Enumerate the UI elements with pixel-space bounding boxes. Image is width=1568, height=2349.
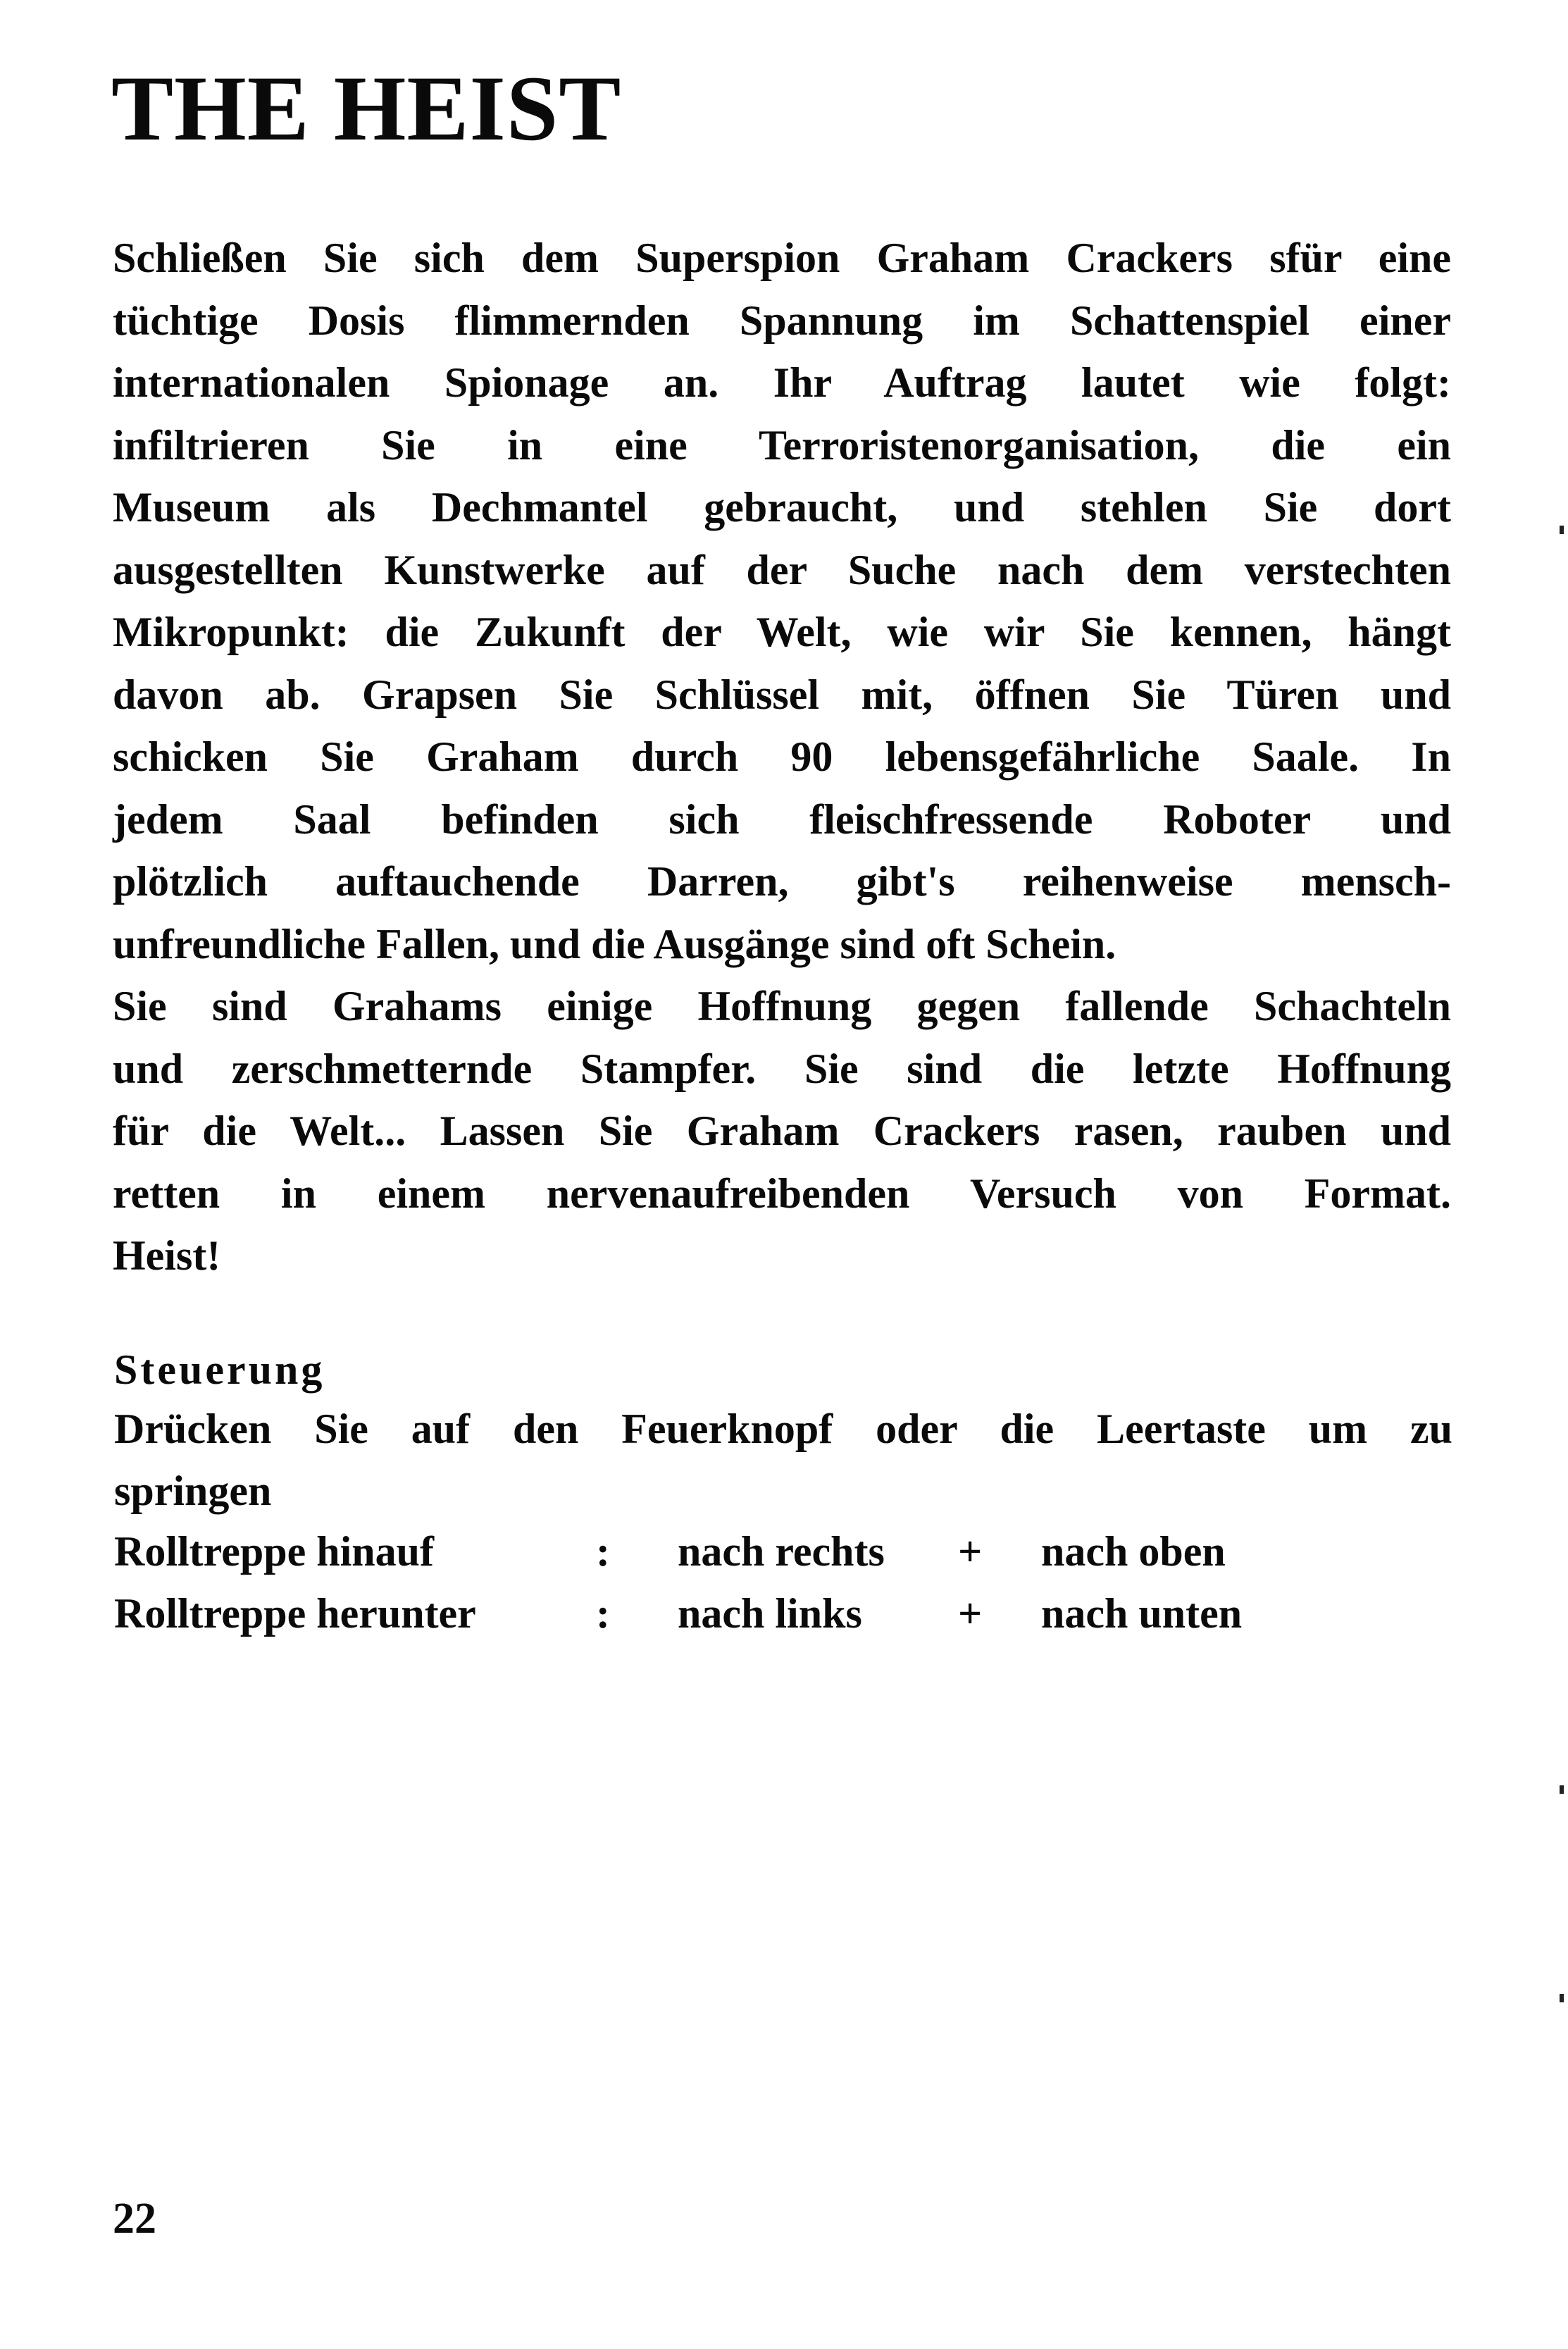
control-direction-secondary: nach unten [1041,1590,1243,1637]
controls-intro-line: springen [114,1468,272,1514]
control-plus: + [958,1528,983,1575]
description-line: plötzlich auftauchende Darren, gibt's reihenweise mensch- [113,858,1451,905]
description-line: und zerschmetternde Stampfer. Sie sind die letzte Hoffnung [113,1045,1451,1092]
description-line: Sie sind Grahams einige Hoffnung gegen fallende Schachteln [113,983,1451,1029]
control-separator: : [596,1528,610,1575]
scan-mark [1560,526,1564,534]
control-direction-secondary: nach oben [1041,1528,1226,1575]
description-line: tüchtige Dosis flimmernden Spannung im Schattenspiel einer [113,297,1451,344]
control-row-escalator-down [114,1582,1312,1644]
description-line: ausgestellten Kunstwerke auf der Suche nach dem verstechten [113,546,1451,593]
control-plus: + [958,1590,983,1637]
description-line: Heist! [113,1232,221,1279]
control-row-escalator-up [114,1520,1312,1582]
description-line: internationalen Spionage an. Ihr Auftrag lautet wie folgt: [113,359,1451,406]
control-action: Rolltreppe hinauf [114,1528,434,1575]
page-title: THE HEIST [111,56,622,160]
controls-table [114,1520,1312,1644]
scan-mark [1560,1994,1564,2002]
controls-intro [114,1398,1452,1522]
controls-intro-line: Drücken Sie auf den Feuerknopf oder die Leertaste um zu [114,1406,1452,1452]
description-line: Mikropunkt: die Zukunft der Welt, wie wir Sie kennen, hängt [113,609,1451,655]
description-line: für die Welt... Lassen Sie Graham Crackers rasen, rauben und [113,1108,1451,1154]
controls-heading: Steuerung [114,1346,325,1393]
control-direction-primary: nach links [678,1590,862,1637]
description-line: davon ab. Grapsen Sie Schlüssel mit, öffnen Sie Türen und [113,671,1451,718]
description-line: jedem Saal befinden sich fleischfressende Roboter und [113,795,1451,843]
description-line: infiltrieren Sie in eine Terroristenorganisation, die ein [113,421,1451,469]
description-line: unfreundliche Fallen, und die Ausgänge sind oft Schein. [113,920,1116,967]
description-line: Schließen Sie sich dem Superspion Graham Crackers sfür eine [113,235,1451,281]
control-direction-primary: nach rechts [678,1528,885,1575]
control-action: Rolltreppe herunter [114,1590,476,1637]
game-description [113,227,1451,1287]
description-line: retten in einem nervenaufreibenden Versuch von Format. [113,1170,1451,1217]
description-line: schicken Sie Graham durch 90 lebensgefährliche Saale. In [113,733,1451,780]
control-separator: : [596,1590,610,1637]
page-number: 22 [113,2195,156,2243]
description-line: Museum als Dechmantel gebraucht, und stehlen Sie dort [113,484,1451,531]
scan-mark [1560,1785,1564,1794]
